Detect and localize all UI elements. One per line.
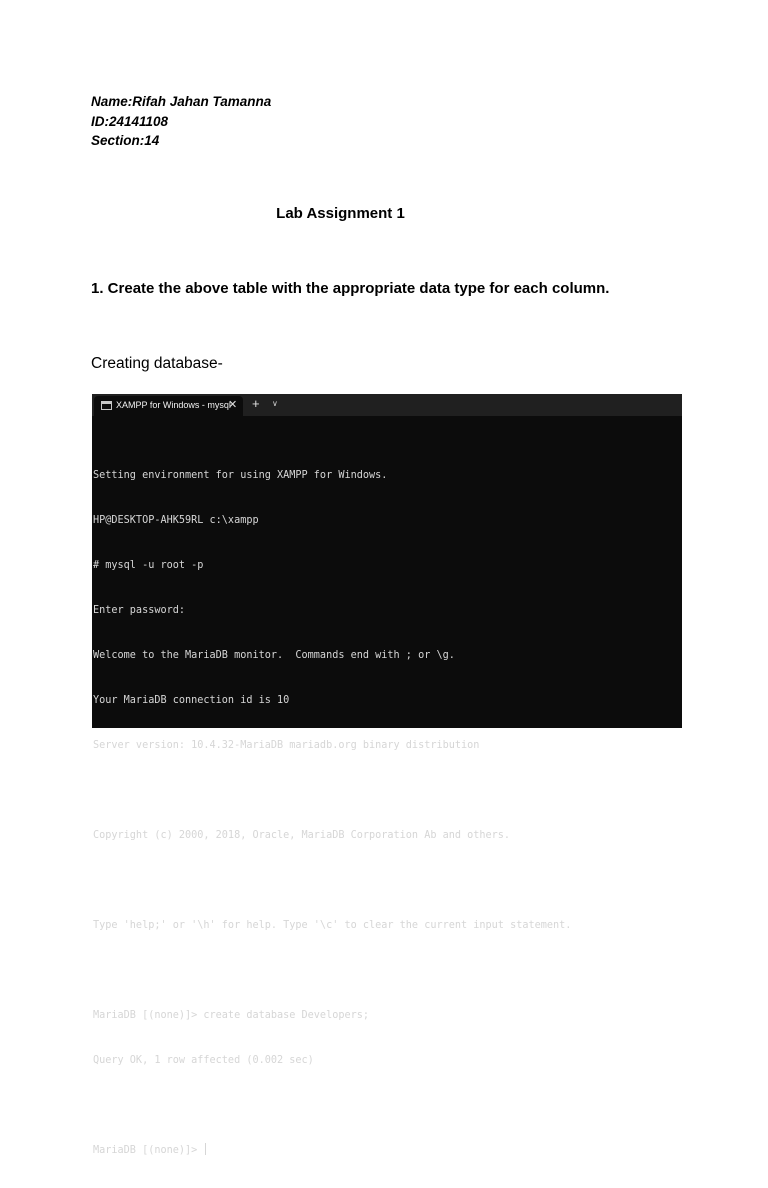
- terminal-line: HP@DESKTOP-AHK59RL c:\xampp: [93, 515, 259, 526]
- terminal-line: [93, 873, 571, 888]
- terminal-output: [93, 438, 571, 1188]
- terminal-tab-title: XAMPP for Windows - mysql: [116, 400, 231, 410]
- terminal-line: [93, 783, 571, 798]
- student-id: ID:24141108: [91, 113, 169, 129]
- assignment-title: Lab Assignment 1: [276, 205, 405, 222]
- terminal-line: # mysql -u root -p: [93, 560, 204, 571]
- terminal-prompt-line: [93, 1143, 571, 1158]
- terminal-window-icon: [101, 401, 112, 410]
- terminal-line: [93, 1098, 571, 1113]
- terminal-line: Copyright (c) 2000, 2018, Oracle, MariaDB Corporation Ab and others.: [93, 830, 511, 841]
- student-name: Name:Rifah Jahan Tamanna: [91, 94, 272, 109]
- student-info: [91, 92, 271, 151]
- terminal-line: Query OK, 1 row affected (0.002 sec): [93, 1055, 314, 1066]
- terminal-screenshot: [92, 394, 682, 1156]
- close-icon: ✕: [228, 399, 238, 411]
- text-cursor: [205, 1143, 206, 1155]
- terminal-line: Enter password:: [93, 605, 186, 616]
- step-caption: Creating database-: [91, 355, 223, 372]
- terminal-prompt: MariaDB [(none)]>: [93, 1145, 204, 1156]
- terminal-line: Welcome to the MariaDB monitor. Commands end with ; or \g.: [93, 650, 455, 661]
- terminal-line: [93, 963, 571, 978]
- terminal-line: MariaDB [(none)]> create database Developers;: [93, 1010, 370, 1021]
- plus-icon: +: [252, 396, 260, 411]
- terminal-tab-strip: [92, 394, 682, 416]
- terminal-line: Server version: 10.4.32-MariaDB mariadb.org binary distribution: [93, 740, 480, 751]
- question-1: 1. Create the above table with the appropriate data type for each column.: [91, 280, 610, 297]
- terminal-line: Your MariaDB connection id is 10: [93, 695, 290, 706]
- chevron-down-icon: ∨: [272, 399, 278, 408]
- student-section: Section:14: [91, 133, 160, 148]
- terminal-line: Type 'help;' or '\h' for help. Type '\c' to clear the current input statement.: [93, 920, 572, 931]
- terminal-tab: [94, 396, 243, 416]
- terminal-line: Setting environment for using XAMPP for Windows.: [93, 470, 388, 481]
